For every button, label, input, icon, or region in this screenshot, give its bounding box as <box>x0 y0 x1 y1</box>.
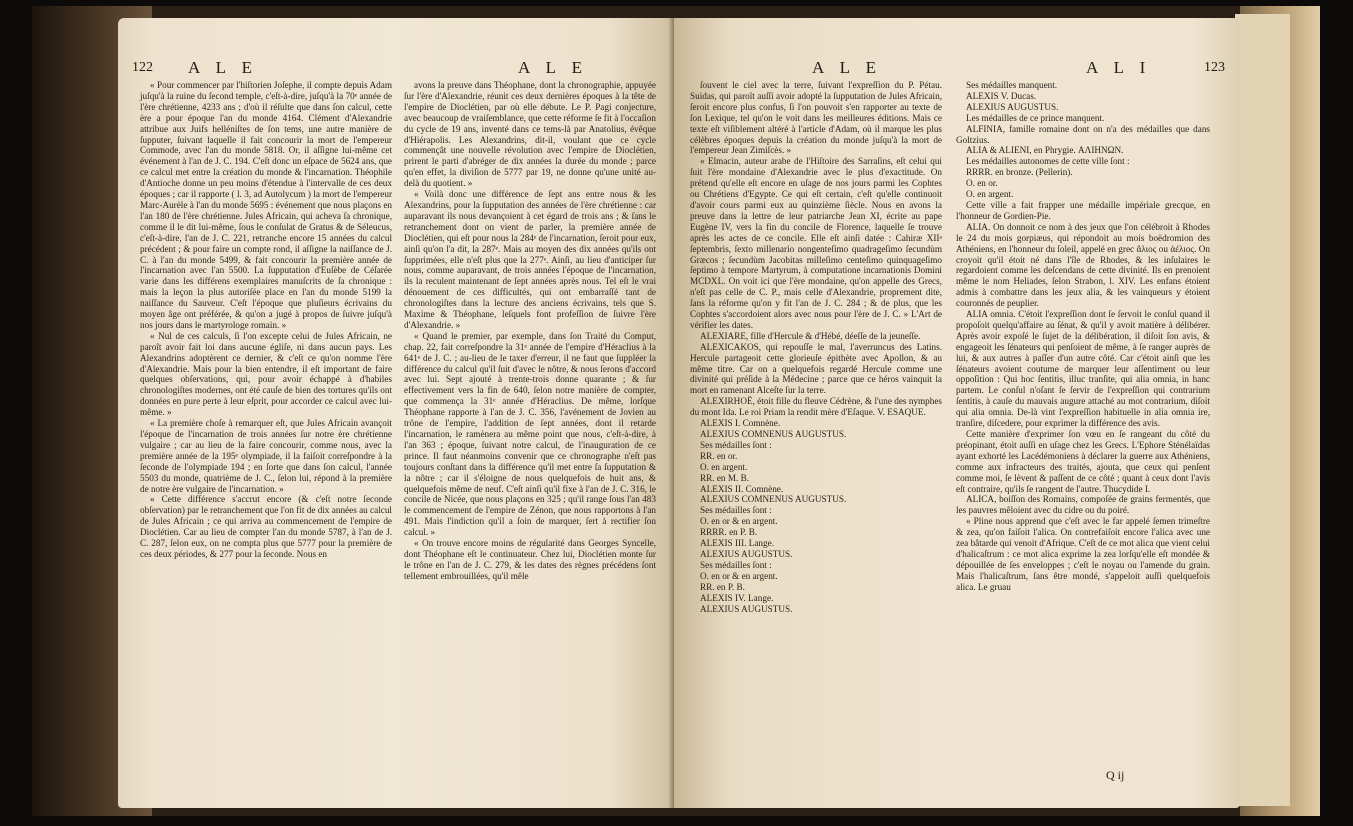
paragraph: « Voilà donc une différence de ſept ans entre nous & les Alexandrins, pour la ſupputation des années de l'ère chrétienne : car auparavant ils nous devançoient à cet égard de trois ans ; & ſans le retranchement dont on vient de parler, la première année de Dioclétien, qui eſt pour nous la 284ᵉ de l'incarnation, ſeroit pour eux, ainſi qu'on l'a dit, la 287ᵉ. Mais au moyen des dix années qu'ils ont ſupprimées, elle n'eſt plus que la 277ᵉ. Ainſi, au lieu d'anticiper ſur nous, comme auparavant, de trois années l'époque de l'incarnation, ils la reculent maintenant de ſept années après nous. Tel eſt le vrai dénouement de ces difficultés, qui ont embarraſſé tant de chronologiſtes dans la lecture des anciens écrivains, tels que S. Maxime & Théophane, leſquels font profeſſion de ſuivre l'ère d'Alexandrie. » <box>404 189 657 330</box>
paragraph: ALEXIUS AUGUSTUS. <box>700 603 793 614</box>
paragraph: RR. en or. <box>700 450 738 461</box>
paragraph: « La première choſe à remarquer eſt, que Jules Africain avançoit l'époque de l'incarnation de trois années ſur notre ère chrétienne vulgaire ; car au lieu de la faire concourir, comme nous, avec la première année de la 195ᵉ olympiade, il la faiſoit correſpondre à la ſeconde de l'olympiade 194 ; en ſorte que dans ſon calcul, l'année 5503 du monde, quatrième de J. C., ſelon lui, répond à la première de notre ère vulgaire de l'incarnation. » <box>140 418 392 494</box>
paragraph: O. en or. <box>966 178 998 189</box>
page-number: 123 <box>1204 60 1225 75</box>
paragraph: Cette ville a fait frapper une médaille impériale grecque, en l'honneur de Gordien-Pie. <box>956 199 1210 221</box>
paragraph: « Nul de ces calculs, ſi l'on excepte celui de Jules Africain, ne paroît avoir fait loi dans aucune égliſe, ni dans aucun pays. Les Alexandrins adoptèrent ce dernier, & c'eſt ce qu'on nomme l'ère d'Alexandrie. Mais pour la bien entendre, il eſt important de faire quelques obſervations, qui, pour avoir échappé à d'habiles chronologiſtes modernes, ont été cauſe de bien des tortures qu'ils ont données en pure perte à leur eſprit, pour accorder ce calcul avec lui-même. » <box>140 330 392 418</box>
paragraph: Ses médailles manquent. <box>966 80 1058 90</box>
paragraph: O. en or & en argent. <box>700 570 778 581</box>
paragraph: ALEXIS I. Comnène. <box>700 418 781 429</box>
left-page <box>118 18 674 808</box>
paragraph: « On trouve encore moins de régularité dans Georges Syncelle, dont Théophane eſt le continuateur. Chez lui, Dioclétien monte ſur le trône en l'an de J. C. 279, & les dates des règnes précédens ſont tellement embrouillées, qu'il mêle <box>404 538 656 581</box>
paragraph: RRRR. en bronze. (Pellerin). <box>966 167 1073 178</box>
paragraph: ALEXICAKOS, qui repouſſe le mal, l'averruncus des Latins. Hercule partageoit cette glorieuſe épithète avec Apollon, & au même titre. Car on a quelquefois regardé Hercule comme une divinité qui préſide à la Médecine ; parce que ce héros vainquit la mort en ramenant Alceſte ſur la terre. <box>690 341 942 396</box>
running-head-left: A L E <box>812 58 882 77</box>
paragraph: « Quand le premier, par exemple, dans ſon Traité du Comput, chap. 22, fait correſpondre la 31ᵉ année de l'empire d'Héraclius à la 641ᵉ de J. C. ; au-lieu de le taxer d'erreur, il ne faut que ſuppléer la différence du calcul qu'il ſuit d'avec le nôtre, & nous ſerons d'accord avec lui. Sept ajouté à trente-trois donne quarante ; & ſur effectivement vers la fin de 640, ſelon notre manière de compter, que commença la 31ᵉ année d'Héraclius. De même, lorſque Théophane rapporte à l'an de J. C. 356, l'avénement de Jovien au trône de l'empire, l'addition de ſept années, dont il retarde l'incarnation, le ramènera au même point que nous, c'eſt-à-dire, à l'an 363 ; époque, ſuivant notre calcul, de l'inauguration de ce prince. Il faut néanmoins convenir que ce chronographe n'eſt pas toujours conſtant dans la différence qu'il met entre ſa ſupputation & la nôtre ; car il s'éloigne de nous quelquefois de huit ans, & quelquefois même de neuf. C'eſt ainſi qu'il fixe à l'an de J. C. 316, le concile de Nicée, que nous plaçons en 325 ; qu'il range ſous l'an 483 le commencement de l'empire de Zénon, que nous rapportons à l'an 491. Mais l'indiction qu'il a ſoin de marquer, ſert à rectifier ſon calcul. » <box>404 330 656 538</box>
text-column-left <box>690 80 942 614</box>
paragraph: « Pour commencer par l'hiſtorien Joſephe, il compte depuis Adam juſqu'à la ruine du ſecond temple, c'eſt-à-dire, juſqu'à la 70ᵉ année de l'ère chrétienne, 4233 ans ; d'où il réſulte que dans ſon calcul, cette ère a pour époque l'an du monde 4164. Clément d'Alexandrie attribue aux Juifs helléniſtes de ſon tems, une autre manière de ſupputer, ſuivant laquelle il fait concourir la mort de l'empereur Commode, avec l'an du monde 5818. Or, il aſſigne lui-même cet événement à l'an de J. C. 194. C'eſt donc un eſpace de 5624 ans, que ce calcul met entre la création du monde & l'incarnation. Théophile d'Antioche donne un peu moins d'étendue à l'intervalle de ces deux époques ; car il rapporte ( l. 3, ad Autolycum ) la mort de l'empereur Marc-Aurèle à l'an du monde 5695 : événement que nous plaçons en l'an 180 de l'ère chrétienne. Jules Africain, qui acheva ſa chronique, comme il le dit lui-même, ſous le conſulat de Gratus & de Séleucus, c'eſt-à-dire, l'an de J. C. 221, retranche encore 15 années du calcul précédent ; & pour faire un compte rond, il aſſigne la naiſſance de J. C. à l'an du monde 5499, & fait concourir la première année de l'incarnation avec l'an 5500. La ſupputation d'Euſèbe de Céſarée varie dans les différens exemplaires manuſcrits de ſa chronique : mais la leçon la plus autoriſée place en l'an du monde 5199 la naiſſance du Sauveur. C'eſt l'époque que pluſieurs écrivains du moyen âge ont préférée, & qu'on a jugé à propos de ſuivre juſqu'à nos jours dans le martyrologe romain. » <box>140 80 392 330</box>
paragraph: O. en or & en argent. <box>700 516 778 527</box>
paragraph: O. en argent. <box>700 461 748 472</box>
paragraph: ALEXIRHOË, étoit fille du fleuve Cédrène, & l'une des nymphes du mont Ida. Le roi Priam la rendit mère d'Eſaque. V. ESAQUE. <box>690 396 942 418</box>
paragraph: ALIA omnia. C'étoit l'expreſſion dont ſe ſervoit le conſul quand il propoſoit quelqu'affaire au ſénat, & qu'il y avoit matière à délibérer. Après avoir expoſé le ſujet de la délibération, il diſoit ſon avis, & engageoit les ſénateurs qui penſoient de même, à ſe ranger auprès de lui, & aux autres à paſſer d'un autre côté. Car c'étoit ainſi que les ſénateurs avoient coutume de marquer leur aſſentiment ou leur oppoſition : Qui hoc ſentitis, illuc tranſite, qui alia omnia, in hanc partem. Le conſul n'oſant ſe ſervir de l'expreſſion qui contrarium ſentitis, à cauſe du mauvais augure attaché au mot contrarium, diſoit qui alia omnia. De-là vint l'expreſſion habituelle in alia omnia ire, tranſire, diſcedere, pour exprimer la différence des avis. <box>956 309 1210 429</box>
paragraph: « Pline nous apprend que c'eſt avec le far appelé ſemen trimeſtre & zea, qu'on faiſoit l'alica. On contrefaiſoit encore l'alica avec une zea bâtarde qui venoit d'Afrique. C'eſt de ce mot alica que vient celui d'halicaſtrum : ce mot alica exprime la zea lorſqu'elle eſt mondée & dépouillée de ſes enveloppes ; c'eſt le noyau ou l'amende du grain. Mais l'halicaſtrum, ſans être mondé, s'appeloit auſſi quelquefois alica. Le gruau <box>956 516 1210 592</box>
paragraph: O. en argent. <box>966 189 1014 200</box>
paragraph: ALIA. On donnoit ce nom à des jeux que l'on célébroit à Rhodes le 24 du mois gorpiæus, qui répondoit au mois boëdromion des Athéniens, en l'honneur du ſoleil, appelé en grec ἅλιος ou ἀέλιος. On croyoit qu'il étoit né dans l'île de Rhodes, & les inſulaires le regardoient comme les deſcendans de cette divinité. Ils en prenoient même le nom Heliades, ſelon Strabon, l. XIV. Les enfans étoient admis à combattre dans les jeux alia, & les vainqueurs y étoient couronnés de peuplier. <box>956 221 1210 309</box>
paragraph: ALEXIS III. Lange. <box>700 538 774 549</box>
paragraph: ALEXIS V. Ducas. <box>966 90 1037 101</box>
paragraph: ALEXIUS COMNENUS AUGUSTUS. <box>700 429 847 439</box>
running-head-left: A L E <box>188 58 258 77</box>
paragraph: ALEXIUS AUGUSTUS. <box>966 101 1059 112</box>
right-page <box>674 18 1240 808</box>
paragraph: RRRR. en P. B. <box>700 527 758 538</box>
page-fore-edge <box>1235 14 1290 806</box>
paragraph: ALEXIUS AUGUSTUS. <box>700 548 793 559</box>
running-head-right: A L I <box>1086 58 1152 77</box>
paragraph: ALEXIS II. Comnène. <box>700 483 784 494</box>
paragraph: « Cette différence s'accrut encore (& c'eſt notre ſeconde obſervation) par le retranchement que l'on fit de dix années au calcul de Jules Africain ; ce qui arriva au commencement de l'empire de Dioclétien. Car au lieu de compter l'an du monde 5787, à l'an de J. C. 287, ſelon eux, on ne compta plus que 5777 pour la première de ces deux périodes, & 277 pour la ſeconde. Nous en <box>140 494 392 559</box>
signature-mark: Q ij <box>1106 768 1125 782</box>
paragraph: Cette manière d'exprimer ſon vœu en ſe rangeant du côté du préopinant, étoit auſſi en uſage chez les Grecs. L'Ephore Sténélaïdas ayant exhorté les Lacédémoniens à déclarer la guerre aux Athéniens, comme aux infracteurs des traités, ajouta, que ceux qui penſent comme moi, ſe lèvent & paſſent de ce côté ; quant à ceux dont l'avis eſt contraire, qu'ils ſe rangent de l'autre. Thucydide I. <box>956 429 1210 494</box>
paragraph: ALEXIUS COMNENUS AUGUSTUS. <box>700 494 847 505</box>
paragraph: RR. en P. B. <box>700 581 745 592</box>
paragraph: Ses médailles ſont : <box>700 439 772 450</box>
paragraph: RR. en M. B. <box>700 472 750 483</box>
paragraph: Ses médailles ſont : <box>700 559 772 570</box>
paragraph: ſouvent le ciel avec la terre, ſuivant l'expreſſion du P. Pétau. Suidas, qui paroît auſſi avoir adopté la ſupputation de Jules Africain, ſeroit encore plus confus, ſi l'on pouvoit s'en rapporter au texte de ſon Lexique, tel qu'on le voit dans les meilleures éditions. Mais ce texte eſt viſiblement altéré à l'article d'Adam, où il marque les plus célèbres époques depuis la création du monde juſqu'à la mort de l'empereur Jean Zimiſcès. » <box>690 80 942 156</box>
paragraph: Ses médailles ſont : <box>700 505 772 516</box>
page-number: 122 <box>132 60 153 75</box>
paragraph: ALEXIS IV. Lange. <box>700 592 774 603</box>
paragraph: « Elmacin, auteur arabe de l'Hiſtoire des Sarraſins, eſt celui qui ſuit l'ère mondaine d'Alexandrie avec le plus d'exactitude. On prétend qu'elle eſt encore en uſage de nos jours parmi les Cophtes ou Chrétiens d'Egypte. Ce qui eſt certain, c'eſt qu'elle continuoit d'avoir cours parmi eux au quinzième ſiècle. Nous en avons la preuve dans la lettre de leur patriarche Jean XI, écrite au pape Eugène IV, vers la fin du concile de Florence, laquelle ſe trouve après les actes de ce concile. Elle eſt ainſi datée : Cahiræ XIIᵃ ſeptembris, ſexto millenario nongenteſimo quadrageſimo ſecundùm Græcos ; ſecundùm Jacobitas milleſimo centeſimo quinquageſimo ſeptimo à tempore Martyrum, à computatione incarnationis Domini MCDXL. On voit ici que l'ère mondaine, qu'on appelle des Grecs, n'eſt pas celle de C. P., mais celle d'Alexandrie, proprement dite, ſans la réforme qu'on y fit l'an de J. C. 284 ; & de plus, que les Cophtes s'accordoient alors avec nous pour l'ère de J. C. » L'Art de vérifier les dates. <box>690 156 942 330</box>
text-column-right <box>956 80 1210 593</box>
running-head-right: A L E <box>518 58 588 77</box>
text-column-right <box>404 80 656 582</box>
text-column-left <box>140 80 392 560</box>
paragraph: ALIA & ALIENI, en Phrygie. ΑΛΙΗΝΩΝ. <box>966 145 1124 156</box>
paragraph: ALFINIA, famille romaine dont on n'a des médailles que dans Goltzius. <box>956 123 1210 145</box>
paragraph: Les médailles de ce prince manquent. <box>966 112 1105 123</box>
paragraph: Les médailles autonomes de cette ville ſont : <box>966 156 1130 167</box>
paragraph: ALICA, boiſſon des Romains, compoſée de grains fermentés, que les pauvres mêloient avec du cidre ou du poiré. <box>956 494 1210 516</box>
paragraph: ALEXIARE, fille d'Hercule & d'Hébé, déeſſe de la jeuneſſe. <box>700 330 921 341</box>
paragraph: avons la preuve dans Théophane, dont la chronographie, appuyée ſur l'ère d'Alexandrie, réunit ces deux dernières époques à la tête de l'empire de Dioclétien, par où elle débute. Le P. Pagi conjecture, avec beaucoup de vraiſemblance, que cette réforme ſe fit à l'occaſion du cycle de 19 ans, inventé dans ce tems-là par Anatolius, évêque d'Hiérapolis. Les Alexandrins, dit-il, voulant que ce cycle commençât une nouvelle révolution avec l'empire de Dioclétien, prirent le parti d'abréger de dix années la durée du monde ; parce qu'en effet, la diviſion de 5777 par 19, ne donne qu'une unité au-delà du quotient. » <box>404 80 656 189</box>
